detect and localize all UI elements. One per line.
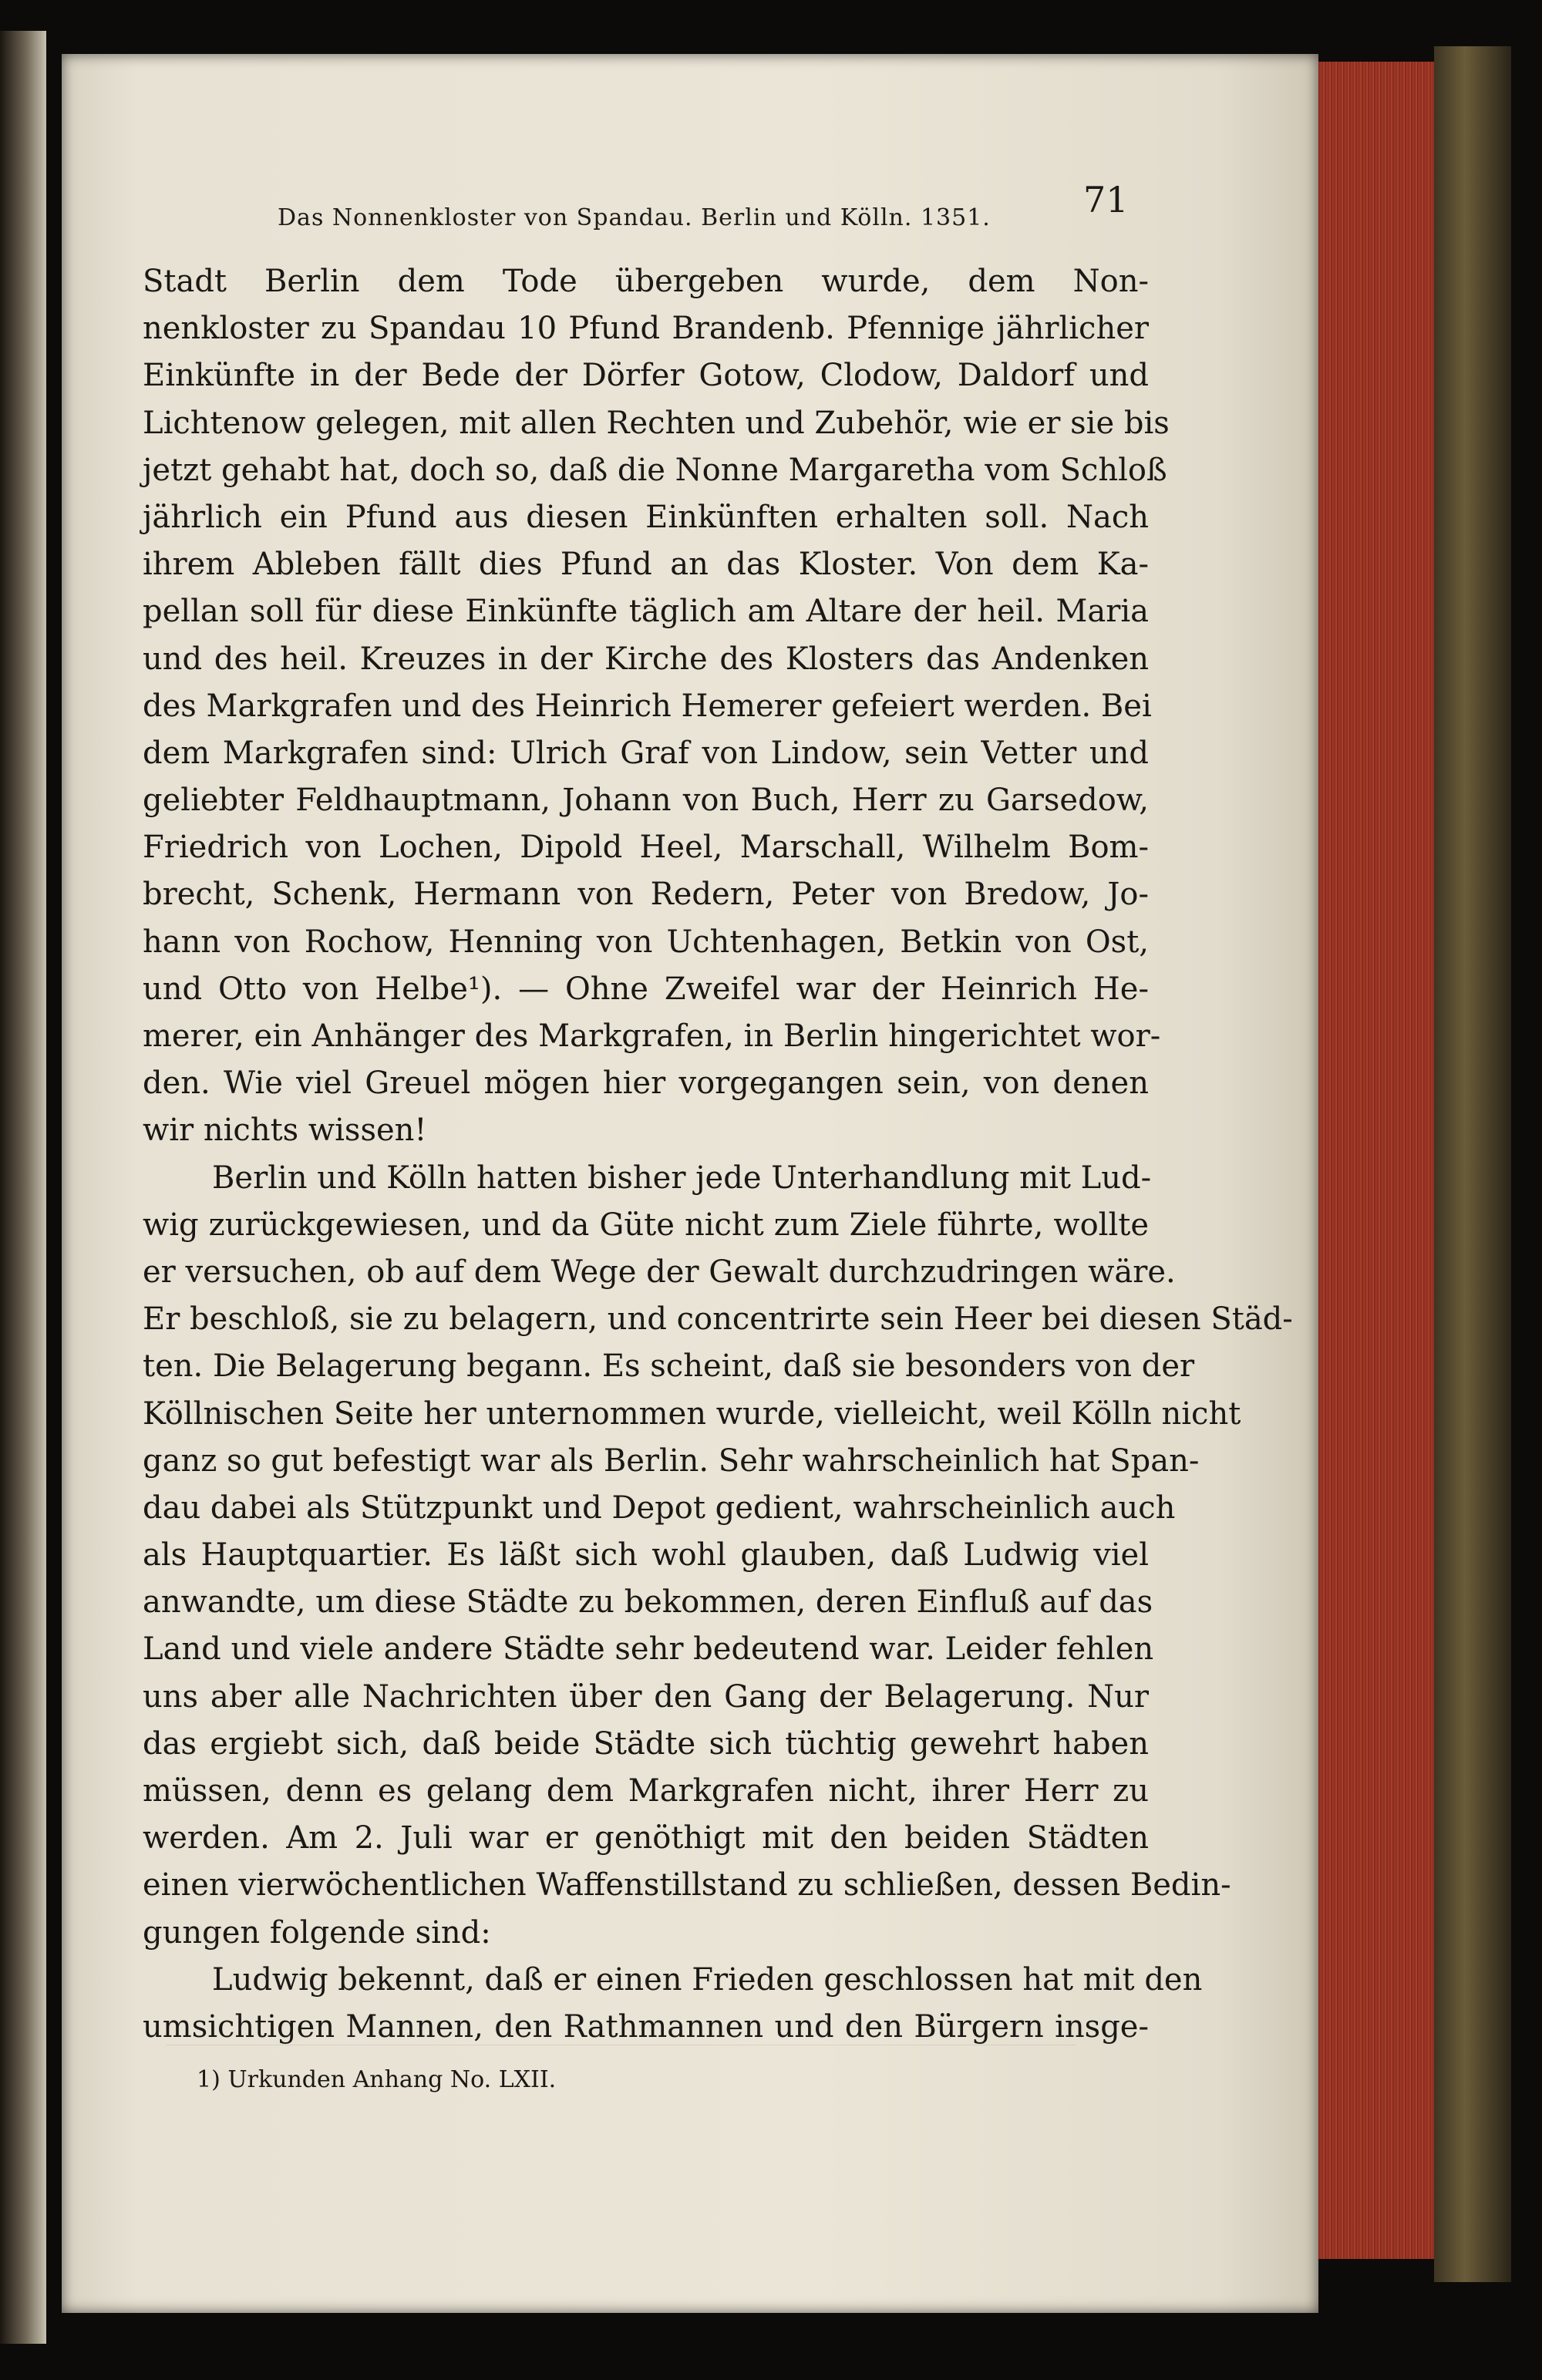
text-line: Stadt Berlin dem Tode übergeben wurde, dem Non- (143, 264, 1149, 299)
text-line: als Hauptquartier. Es läßt sich wohl glauben, daß Ludwig viel (143, 1537, 1149, 1574)
text-line: den. Wie viel Greuel mögen hier vorgegangen sein, von denen (143, 1065, 1149, 1102)
book-cover (1434, 46, 1511, 2282)
text-line: uns aber alle Nachrichten über den Gang der Belagerung. Nur (143, 1678, 1149, 1715)
text-line: einen vierwöchentlichen Waffenstillstand zu schließen, dessen Bedin- (143, 1867, 1231, 1904)
text-line: Einkünfte in der Bede der Dörfer Gotow, Clodow, Daldorf und (143, 358, 1149, 394)
footnote: 1) Urkunden Anhang No. LXII. (197, 2066, 557, 2093)
text-line: und Otto von Helbe¹). — Ohne Zweifel war der Heinrich He- (143, 971, 1149, 1007)
text-line: nenkloster zu Spandau 10 Pfund Brandenb. Pfennige jährlicher (143, 311, 1149, 347)
text-line: das ergiebt sich, daß beide Städte sich tüchtig gewehrt haben (143, 1725, 1149, 1762)
text-line: ten. Die Belagerung begann. Es scheint, daß sie besonders von der (143, 1348, 1195, 1385)
text-line: wir nichts wissen! (143, 1113, 427, 1149)
text-line: er versuchen, ob auf dem Wege der Gewalt durchzudringen wäre. (143, 1254, 1176, 1290)
text-line: gungen folgende sind: (143, 1914, 491, 1951)
text-line: anwandte, um diese Städte zu bekommen, deren Einfluß auf das (143, 1584, 1153, 1621)
text-line: und des heil. Kreuzes in der Kirche des Klosters das Andenken (143, 641, 1149, 677)
text-line: Ludwig bekennt, daß er einen Frieden geschlossen hat mit den (212, 1961, 1203, 1998)
text-line: jetzt gehabt hat, doch so, daß die Nonne Margaretha vom Schloß (143, 452, 1167, 488)
text-line: Land und viele andere Städte sehr bedeutend war. Leider fehlen (143, 1631, 1154, 1668)
text-line: pellan soll für diese Einkünfte täglich am Altare der heil. Maria (143, 594, 1149, 630)
text-line: Berlin und Kölln hatten bisher jede Unterhandlung mit Lud- (212, 1160, 1152, 1196)
text-line: dau dabei als Stützpunkt und Depot gedient, wahrscheinlich auch (143, 1490, 1176, 1526)
text-line: Friedrich von Lochen, Dipold Heel, Marschall, Wilhelm Bom- (143, 830, 1149, 866)
text-line: ganz so gut befestigt war als Berlin. Sehr wahrscheinlich hat Span- (143, 1442, 1200, 1479)
text-line: hann von Rochow, Henning von Uchtenhagen, Betkin von Ost, (143, 924, 1149, 960)
text-line: Er beschloß, sie zu belagern, und concentrirte sein Heer bei diesen Städ- (143, 1301, 1293, 1338)
text-line: werden. Am 2. Juli war er genöthigt mit den beiden Städten (143, 1820, 1149, 1857)
text-line: Lichtenow gelegen, mit allen Rechten und Zubehör, wie er sie bis (143, 405, 1170, 441)
page-block-edge (1318, 62, 1434, 2259)
text-line: jährlich ein Pfund aus diesen Einkünften erhalten soll. Nach (143, 499, 1149, 535)
text-line: brecht, Schenk, Hermann von Redern, Peter von Bredow, Jo- (143, 877, 1149, 913)
text-line: wig zurückgewiesen, und da Güte nicht zum Ziele führte, wollte (143, 1207, 1149, 1243)
page-number: 71 (1083, 179, 1129, 220)
text-line: dem Markgrafen sind: Ulrich Graf von Lindow, sein Vetter und (143, 735, 1149, 771)
text-line: des Markgrafen und des Heinrich Hemerer gefeiert werden. Bei (143, 688, 1152, 724)
running-header: Das Nonnenkloster von Spandau. Berlin und Kölln. 1351. (278, 204, 991, 231)
text-line: merer, ein Anhänger des Markgrafen, in Berlin hingerichtet wor- (143, 1018, 1161, 1054)
text-line: Köllnischen Seite her unternommen wurde, vielleicht, weil Kölln nicht (143, 1395, 1241, 1432)
body-text (143, 258, 1293, 2051)
text-line: müssen, denn es gelang dem Markgrafen nicht, ihrer Herr zu (143, 1773, 1149, 1809)
facing-page-edge (0, 31, 46, 2344)
text-line: geliebter Feldhauptmann, Johann von Buch, Herr zu Garsedow, (143, 783, 1149, 819)
text-line: umsichtigen Mannen, den Rathmannen und den Bürgern insge- (143, 2008, 1149, 2045)
text-line: ihrem Ableben fällt dies Pfund an das Kloster. Von dem Ka- (143, 547, 1149, 583)
